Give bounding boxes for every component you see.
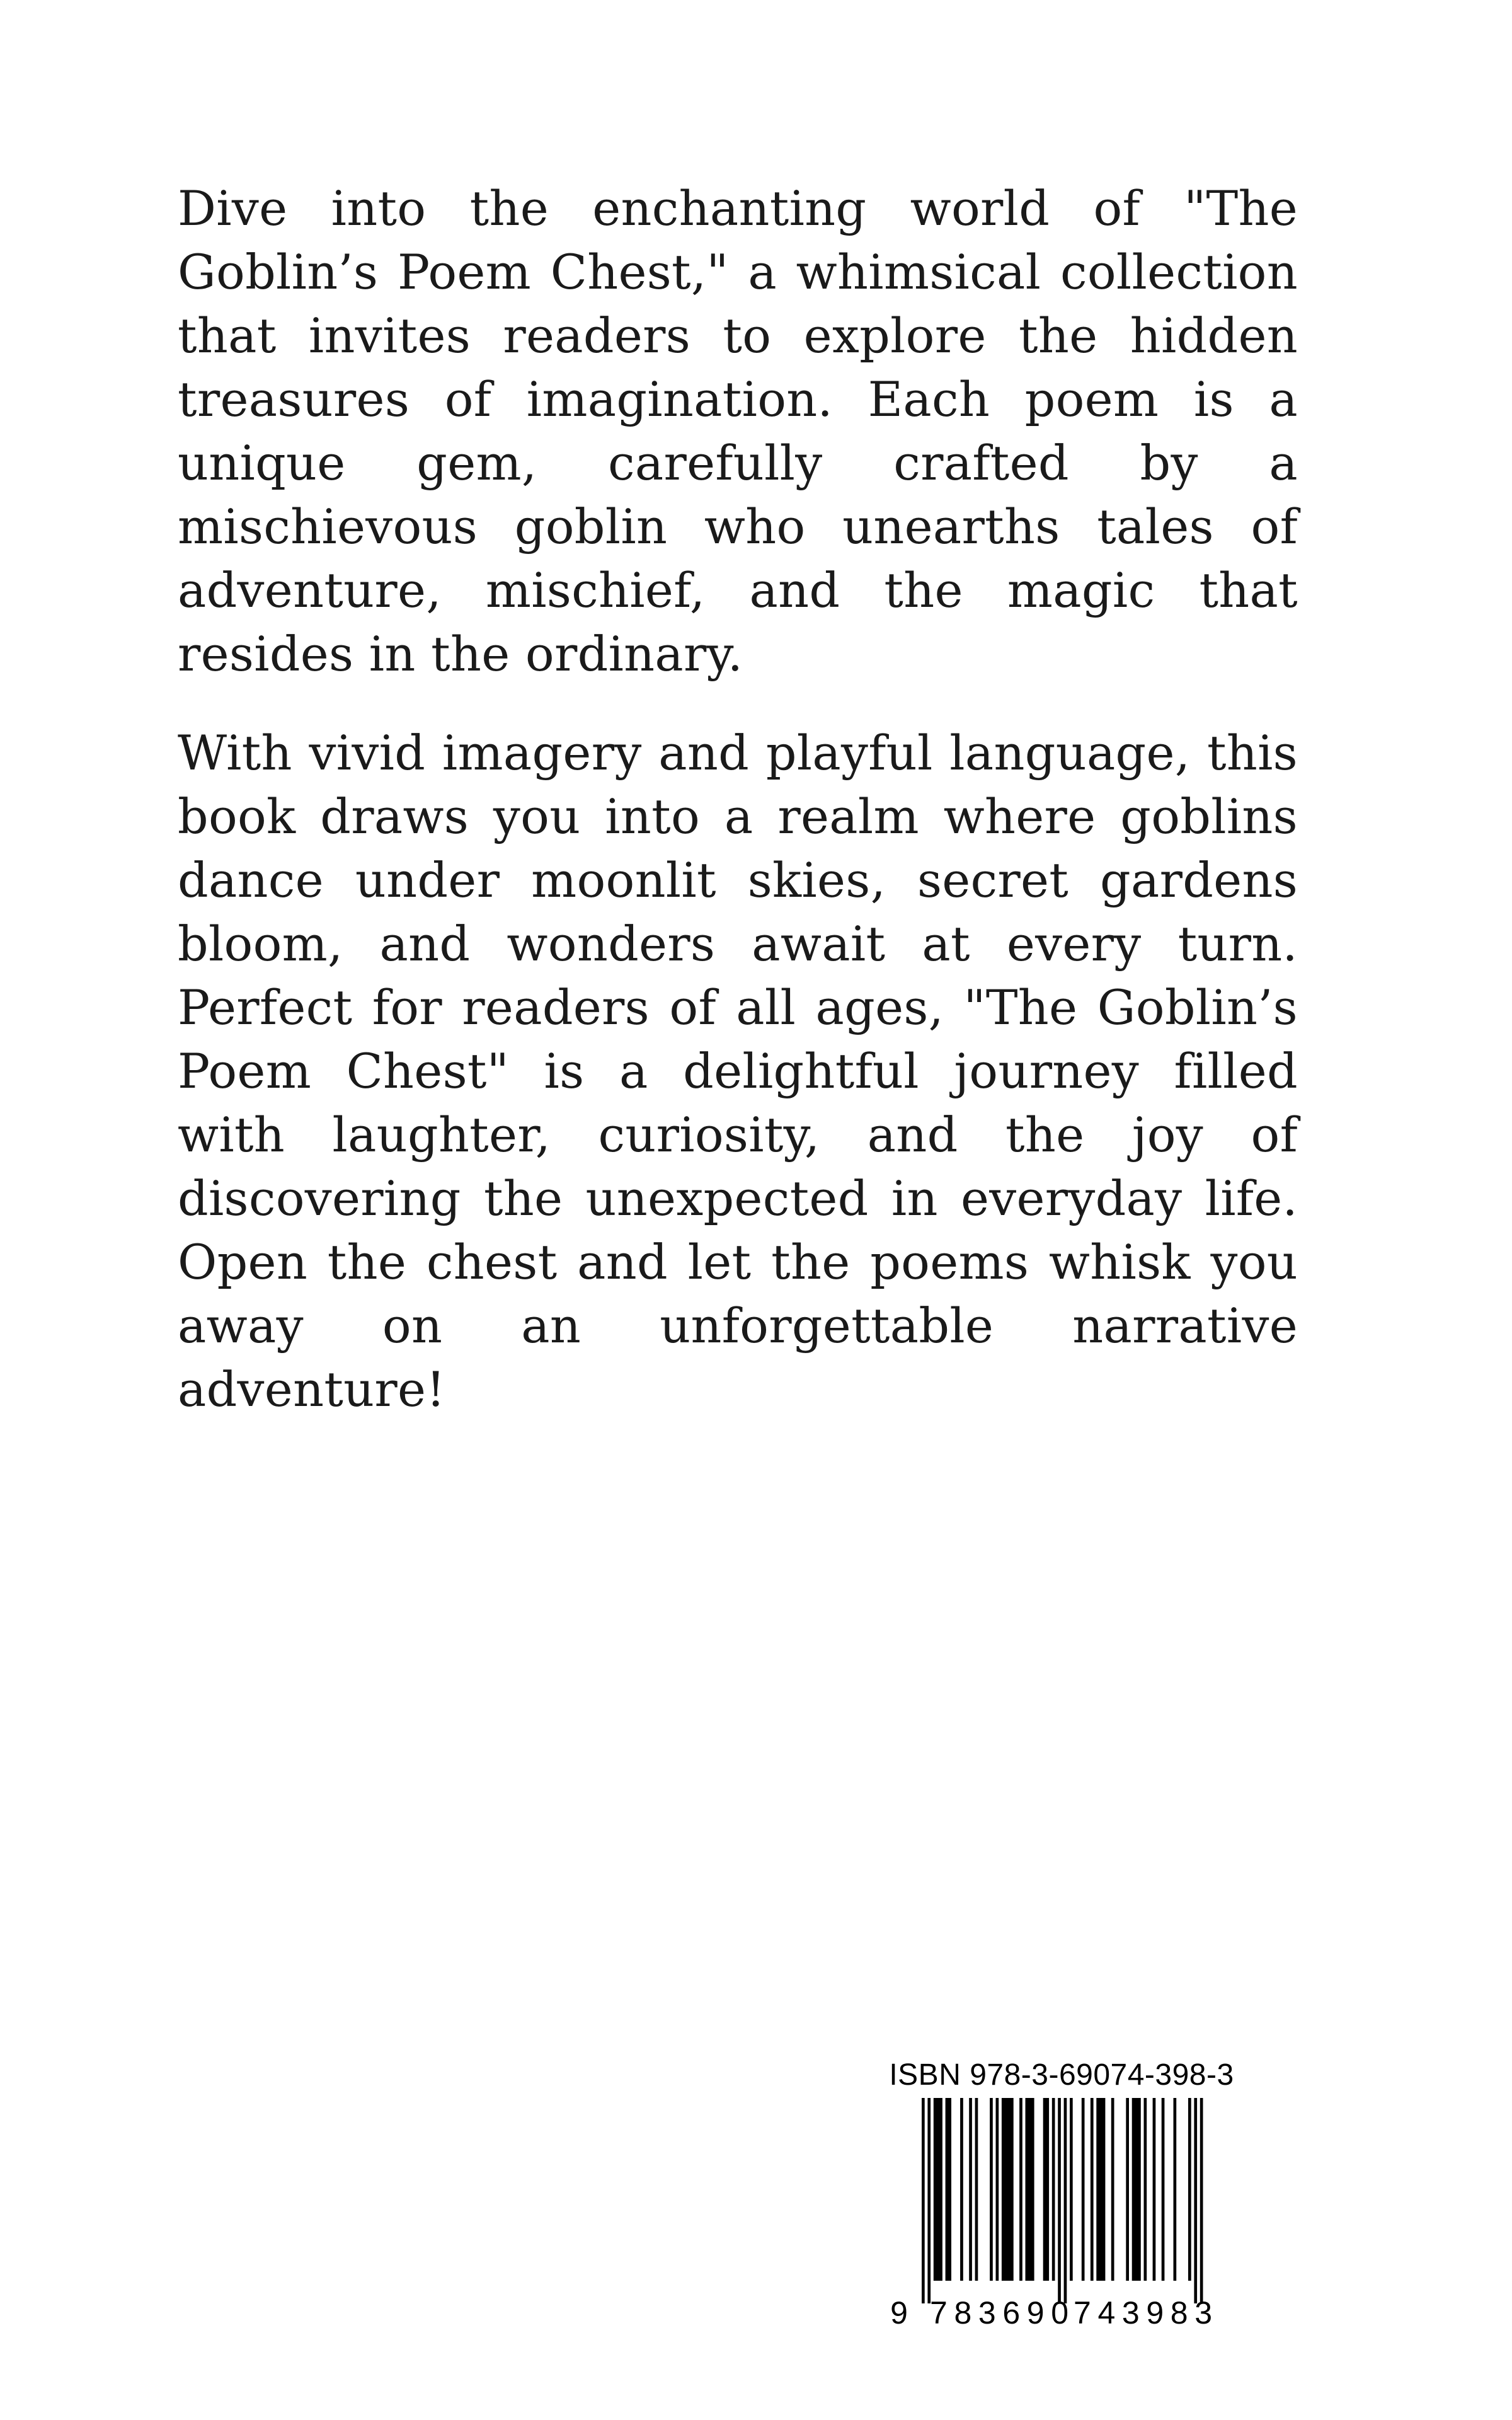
barcode-bar — [969, 2098, 972, 2281]
barcode-left-digits: 783690 — [930, 2295, 1068, 2331]
barcode-guard-bar — [1194, 2098, 1197, 2303]
barcode-bar — [1070, 2098, 1073, 2281]
barcode-bar — [1026, 2098, 1034, 2281]
barcode-bar — [946, 2098, 951, 2281]
barcode-bar — [1096, 2098, 1105, 2281]
barcode-bar — [996, 2098, 999, 2281]
blurb-paragraph-2: With vivid imagery and playful language, this book draws you into a realm where goblins dance under moonlit skies, secret gardens bloom, and wonders await at every turn. Perfect for readers of all ages, "The Goblin’s Poem Chest" is a delightful journey filled with laughter, curiosity, and the joy of discovering the unexpected in everyday life. Open the chest and let the poems whisk you away on an unforgettable narrative adventure! — [178, 725, 1298, 1417]
barcode-guard-bar — [927, 2098, 931, 2303]
barcode-bar — [1188, 2098, 1191, 2281]
isbn-label: ISBN 978-3-69074-398-3 — [889, 2058, 1234, 2092]
blurb-text — [178, 176, 1298, 1421]
barcode-bar — [934, 2098, 942, 2281]
barcode-guard-bar — [922, 2098, 925, 2303]
barcode-lead-digit: 9 — [890, 2295, 908, 2331]
barcode-guard-bar — [1058, 2098, 1061, 2303]
barcode-bar — [1111, 2098, 1114, 2281]
barcode-bars — [922, 2098, 1203, 2303]
barcode-bar — [1132, 2098, 1141, 2281]
barcode-bar — [1174, 2098, 1177, 2281]
barcode-bar — [1162, 2098, 1165, 2281]
barcode-bar — [1091, 2098, 1094, 2281]
blurb-paragraph-1: Dive into the enchanting world of "The Goblin’s Poem Chest," a whimsical collection that invites readers to explore the hidden treasures of imagination. Each poem is a unique gem, carefully crafted by a mischievous goblin who unearths tales of adventure, mischief, and the magic that resides in the ordinary. — [178, 180, 1298, 682]
barcode-bar — [1082, 2098, 1085, 2281]
barcode-bar — [1052, 2098, 1055, 2281]
barcode-bar — [1043, 2098, 1049, 2281]
barcode-icon — [885, 2098, 1238, 2331]
isbn-barcode-block — [885, 2058, 1238, 2335]
barcode-bar — [990, 2098, 993, 2281]
barcode-bar — [1019, 2098, 1022, 2281]
barcode-guard-bar — [1064, 2098, 1067, 2303]
barcode-bar — [1126, 2098, 1129, 2281]
barcode-guard-bar — [1200, 2098, 1203, 2303]
barcode-bar — [1153, 2098, 1156, 2281]
barcode-bar — [1144, 2098, 1147, 2281]
barcode-bar — [1002, 2098, 1014, 2281]
barcode-bar — [975, 2098, 978, 2281]
barcode-bar — [960, 2098, 963, 2281]
barcode-right-digits: 743983 — [1074, 2295, 1212, 2331]
